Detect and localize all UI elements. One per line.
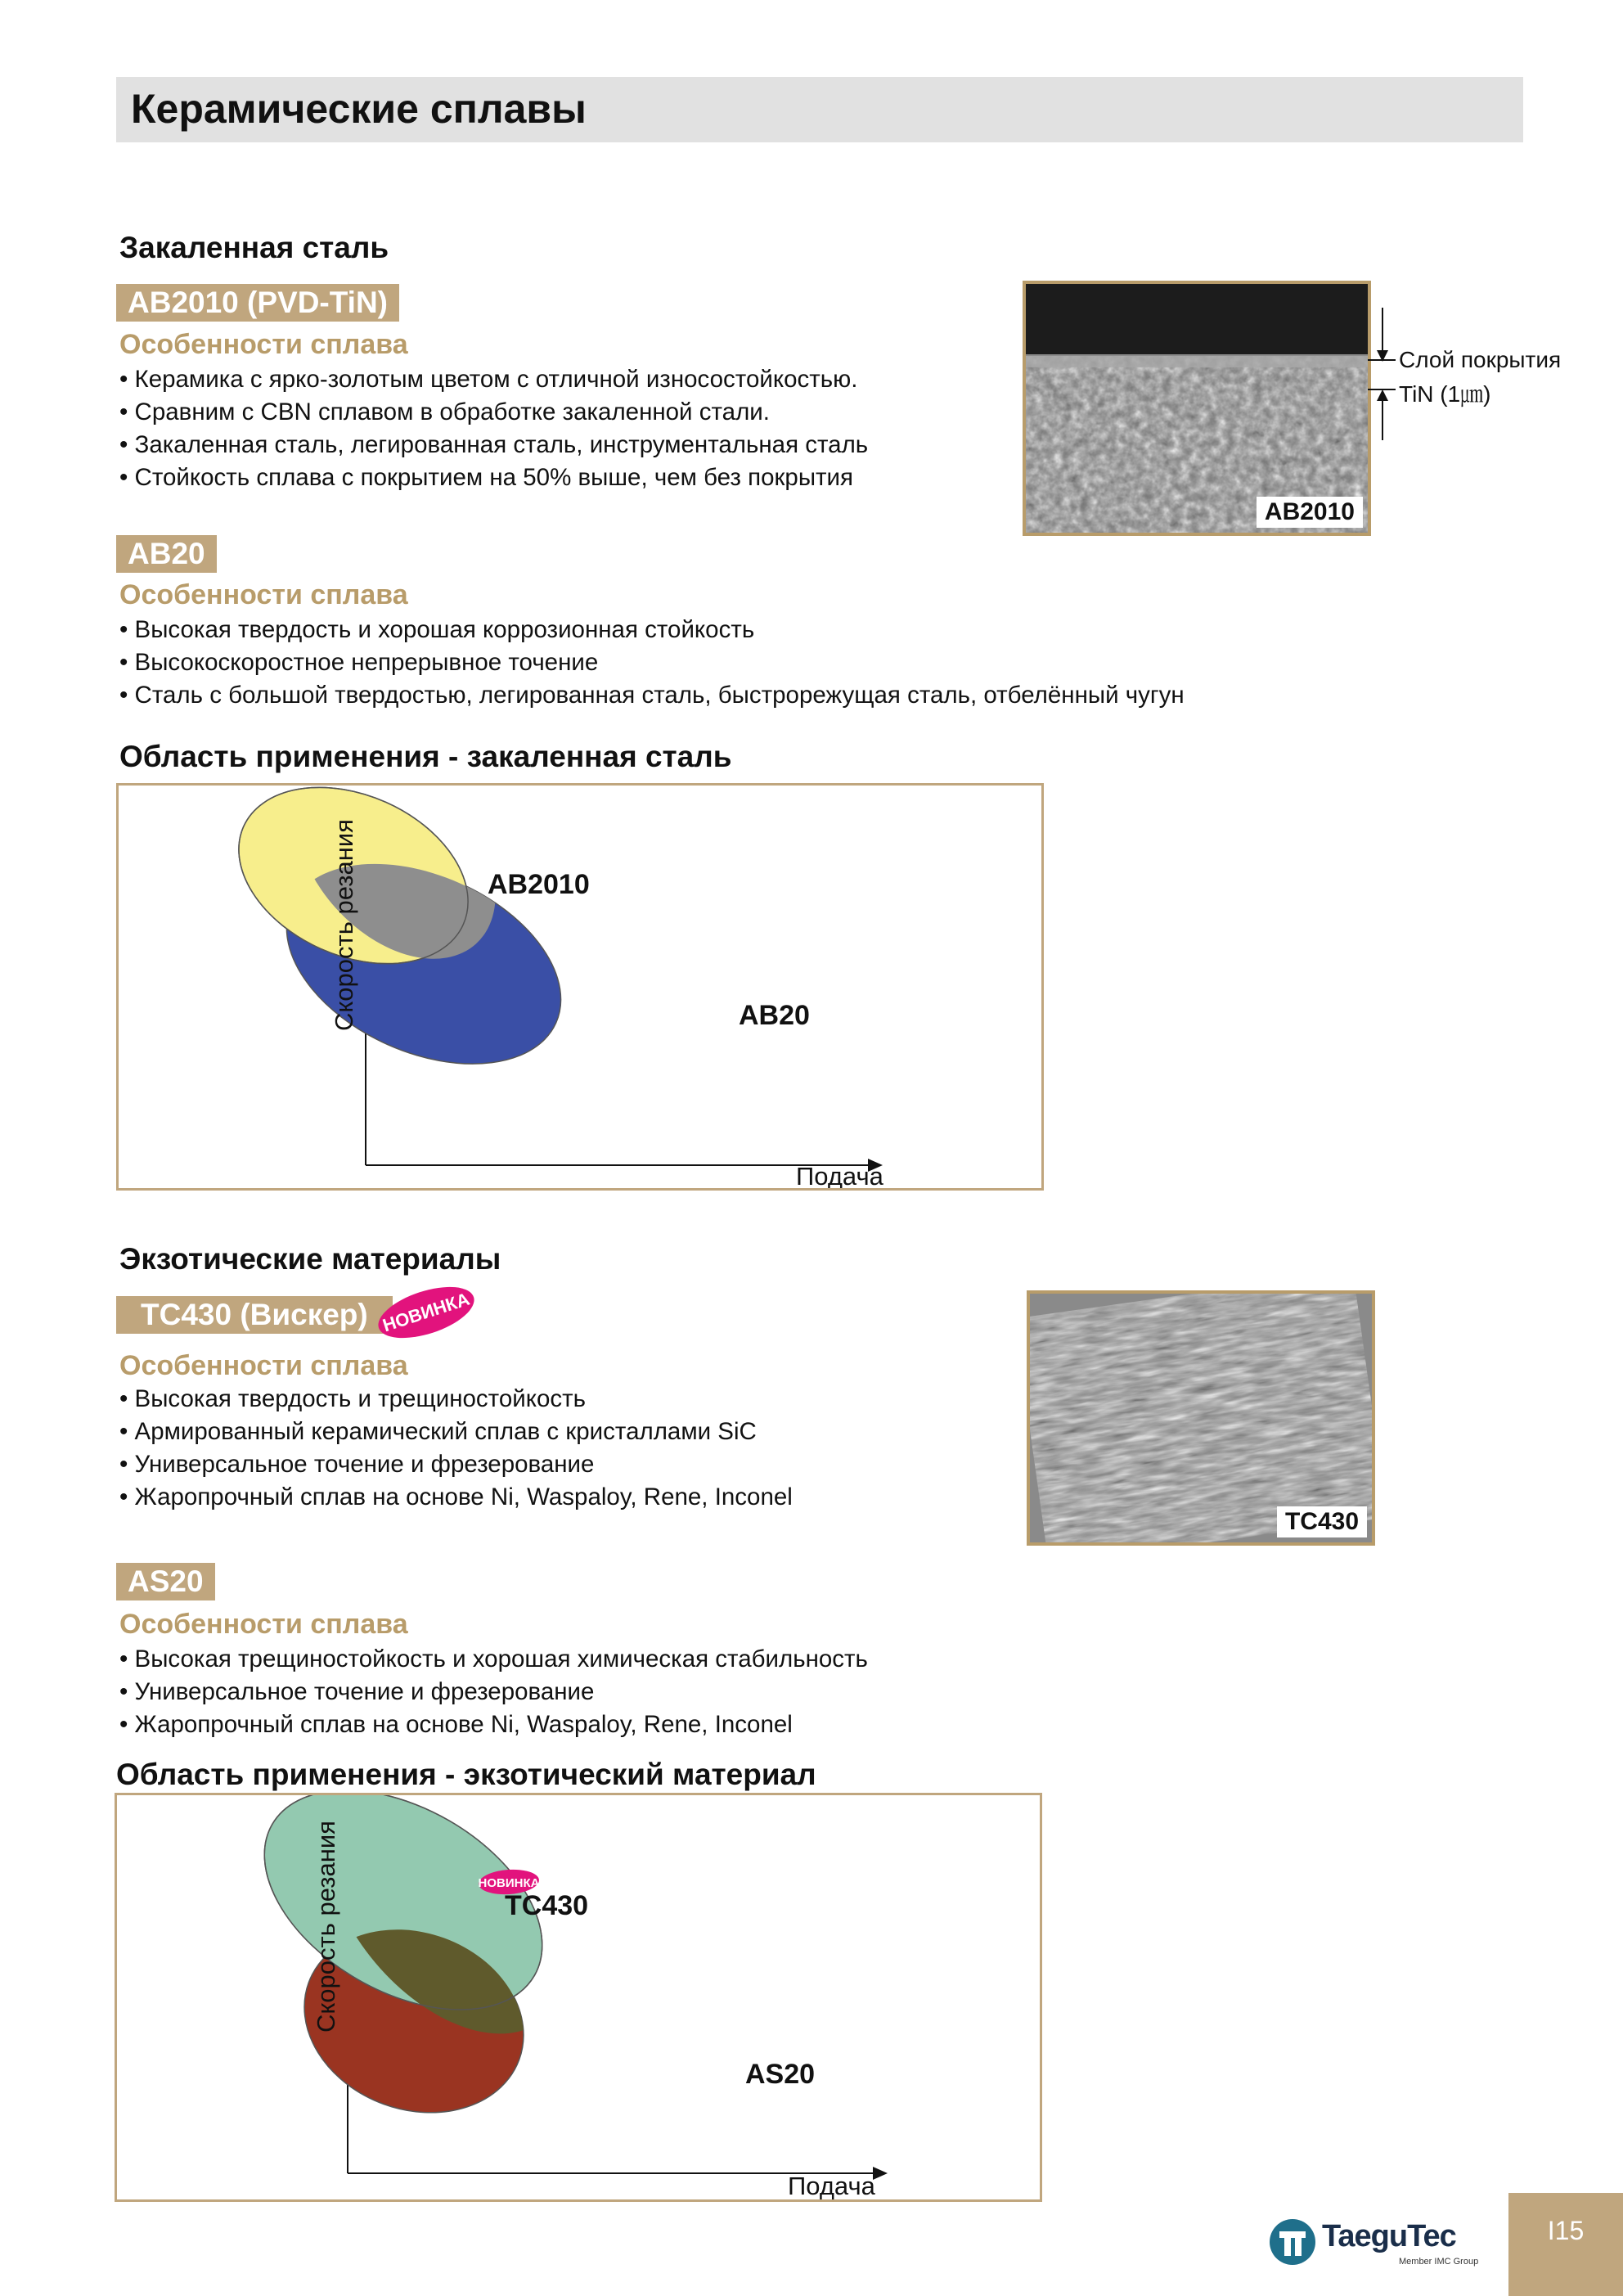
micrograph-label-ab2010: AB2010 (1257, 497, 1363, 528)
list-item: • Жаропрочный сплав на основе Ni, Waspaloy, Rene, Inconel (119, 1708, 868, 1741)
grade-tag-ab20: AB20 (116, 535, 217, 573)
region-label-tc430: TC430 (505, 1890, 589, 1921)
brand-name: TaeguTec (1322, 2219, 1456, 2253)
application-chart-svg-2 (117, 1795, 1040, 2199)
features-list-ab2010 (119, 363, 868, 494)
new-badge-small-text: НОВИНКА (478, 1876, 540, 1890)
page-number: I15 (1547, 2216, 1585, 2245)
page-title-bar (116, 77, 1523, 142)
region-label-ab2010: AB2010 (488, 869, 590, 900)
list-item: • Высокая трещиностойкость и хорошая химическая стабильность (119, 1643, 868, 1676)
coating-note-line1: Слой покрытия (1399, 347, 1562, 372)
coating-thickness-arrows (1368, 303, 1400, 450)
list-item: • Стойкость сплава с покрытием на 50% выше, чем без покрытия (119, 461, 868, 494)
list-item: • Универсальное точение и фрезерование (119, 1448, 793, 1481)
y-axis-label: Скорость резания (330, 819, 358, 1031)
features-heading-as20: Особенности сплава (119, 1609, 408, 1640)
grade-tag-as20: AS20 (116, 1563, 215, 1600)
list-item: • Жаропрочный сплав на основе Ni, Waspaloy, Rene, Inconel (119, 1481, 793, 1514)
list-item: • Сталь с большой твердостью, легированная сталь, быстрорежущая сталь, отбелённый чугун (119, 679, 1185, 712)
brand-subtitle: Member IMC Group (1399, 2257, 1479, 2267)
micrograph-label-tc430: TC430 (1277, 1506, 1367, 1537)
region-label-ab20: AB20 (739, 1000, 810, 1031)
list-item: • Закаленная сталь, легированная сталь, инструментальная сталь (119, 429, 868, 461)
list-item: • Керамика с ярко-золотым цветом с отличной износостойкостью. (119, 363, 868, 396)
grade-tag-tc430: TC430 (Вискер) (116, 1296, 393, 1334)
features-list-as20 (119, 1643, 868, 1741)
page-title: Керамические сплавы (131, 86, 587, 132)
taegutec-logo-icon (1268, 2217, 1317, 2267)
micrograph-ab2010 (1023, 281, 1371, 536)
x-axis-label: Подача (796, 1162, 883, 1188)
x-axis-label: Подача (788, 2172, 875, 2199)
application-chart-svg-1 (119, 786, 1041, 1188)
micrograph-tc430 (1027, 1290, 1375, 1546)
chart-heading-hardened-steel: Область применения - закаленная сталь (119, 740, 732, 773)
new-badge: НОВИНКА (372, 1276, 480, 1348)
page-number-tab (1508, 2193, 1623, 2296)
region-label-as20: AS20 (745, 2059, 816, 2090)
features-list-ab20 (119, 614, 1185, 712)
micrograph-ab2010-image (1026, 284, 1368, 533)
list-item: • Армированный керамический сплав с кристаллами SiC (119, 1416, 793, 1448)
list-item: • Высокая твердость и хорошая коррозионная стойкость (119, 614, 1185, 646)
brand-logo (1268, 2213, 1481, 2278)
y-axis-label: Скорость резания (312, 1821, 340, 2033)
coating-note-line2: TiN (1㎛) (1399, 381, 1491, 407)
section-heading-hardened-steel: Закаленная сталь (119, 231, 389, 264)
list-item: • Высокая твердость и трещиностойкость (119, 1383, 793, 1416)
application-chart-exotic (115, 1793, 1042, 2202)
application-chart-hardened-steel (116, 783, 1044, 1191)
grade-tag-ab2010: AB2010 (PVD-TiN) (116, 284, 399, 322)
section-heading-exotic-materials: Экзотические материалы (119, 1242, 501, 1276)
chart-heading-exotic: Область применения - экзотический материал (116, 1758, 816, 1791)
features-heading-tc430: Особенности сплава (119, 1350, 408, 1381)
list-item: • Высокоскоростное непрерывное точение (119, 646, 1185, 679)
micrograph-tc430-image (1030, 1294, 1372, 1542)
features-list-tc430 (119, 1383, 793, 1514)
list-item: • Универсальное точение и фрезерование (119, 1676, 868, 1708)
features-heading-ab2010: Особенности сплава (119, 329, 408, 360)
features-heading-ab20: Особенности сплава (119, 579, 408, 610)
list-item: • Сравним с CBN сплавом в обработке закаленной стали. (119, 396, 868, 429)
